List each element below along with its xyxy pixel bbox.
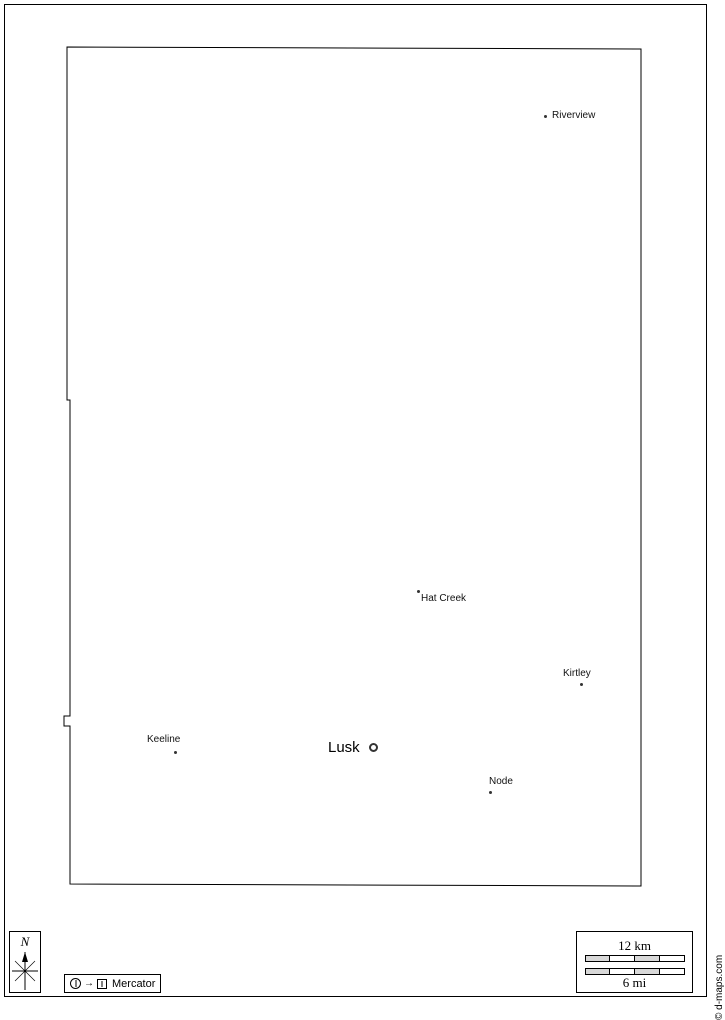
flat-map-icon (97, 979, 107, 989)
city-label-node: Node (489, 776, 513, 787)
scale-segment (586, 969, 611, 974)
city-label-lusk: Lusk (328, 739, 360, 756)
globe-icon (70, 978, 81, 989)
city-label-keeline: Keeline (147, 734, 181, 745)
capital-marker-lusk (369, 743, 378, 752)
scale-segment (586, 956, 611, 961)
city-label-riverview: Riverview (552, 110, 596, 121)
scale-segment (610, 956, 635, 961)
city-dot-node (489, 791, 492, 794)
city-dot-kirtley (580, 683, 583, 686)
scale-segment (660, 956, 684, 961)
compass-box (9, 931, 41, 993)
copyright-credit: © d-maps.com (714, 954, 725, 1020)
city-dot-riverview (544, 115, 547, 118)
scale-segment (660, 969, 684, 974)
scale-box (576, 931, 693, 993)
scale-segment (610, 969, 635, 974)
scale-segment (635, 969, 660, 974)
projection-label: Mercator (112, 977, 156, 990)
map-frame (4, 4, 707, 997)
compass-star-icon (10, 950, 40, 992)
city-dot-keeline (174, 751, 177, 754)
city-label-kirtley: Kirtley (563, 668, 591, 679)
arrow-right-icon: → (84, 977, 94, 989)
county-boundary-outline (5, 5, 708, 998)
compass-north-label: N (20, 934, 30, 949)
scale-mi-label: 6 mi (622, 975, 647, 990)
scale-segment (635, 956, 660, 961)
city-dot-hat-creek (417, 590, 420, 593)
scale-km-label: 12 km (618, 938, 651, 953)
scale-bar-km (585, 955, 685, 962)
scale-bar-mi (585, 968, 685, 975)
city-label-hat-creek: Hat Creek (421, 593, 467, 604)
projection-box (64, 974, 161, 993)
